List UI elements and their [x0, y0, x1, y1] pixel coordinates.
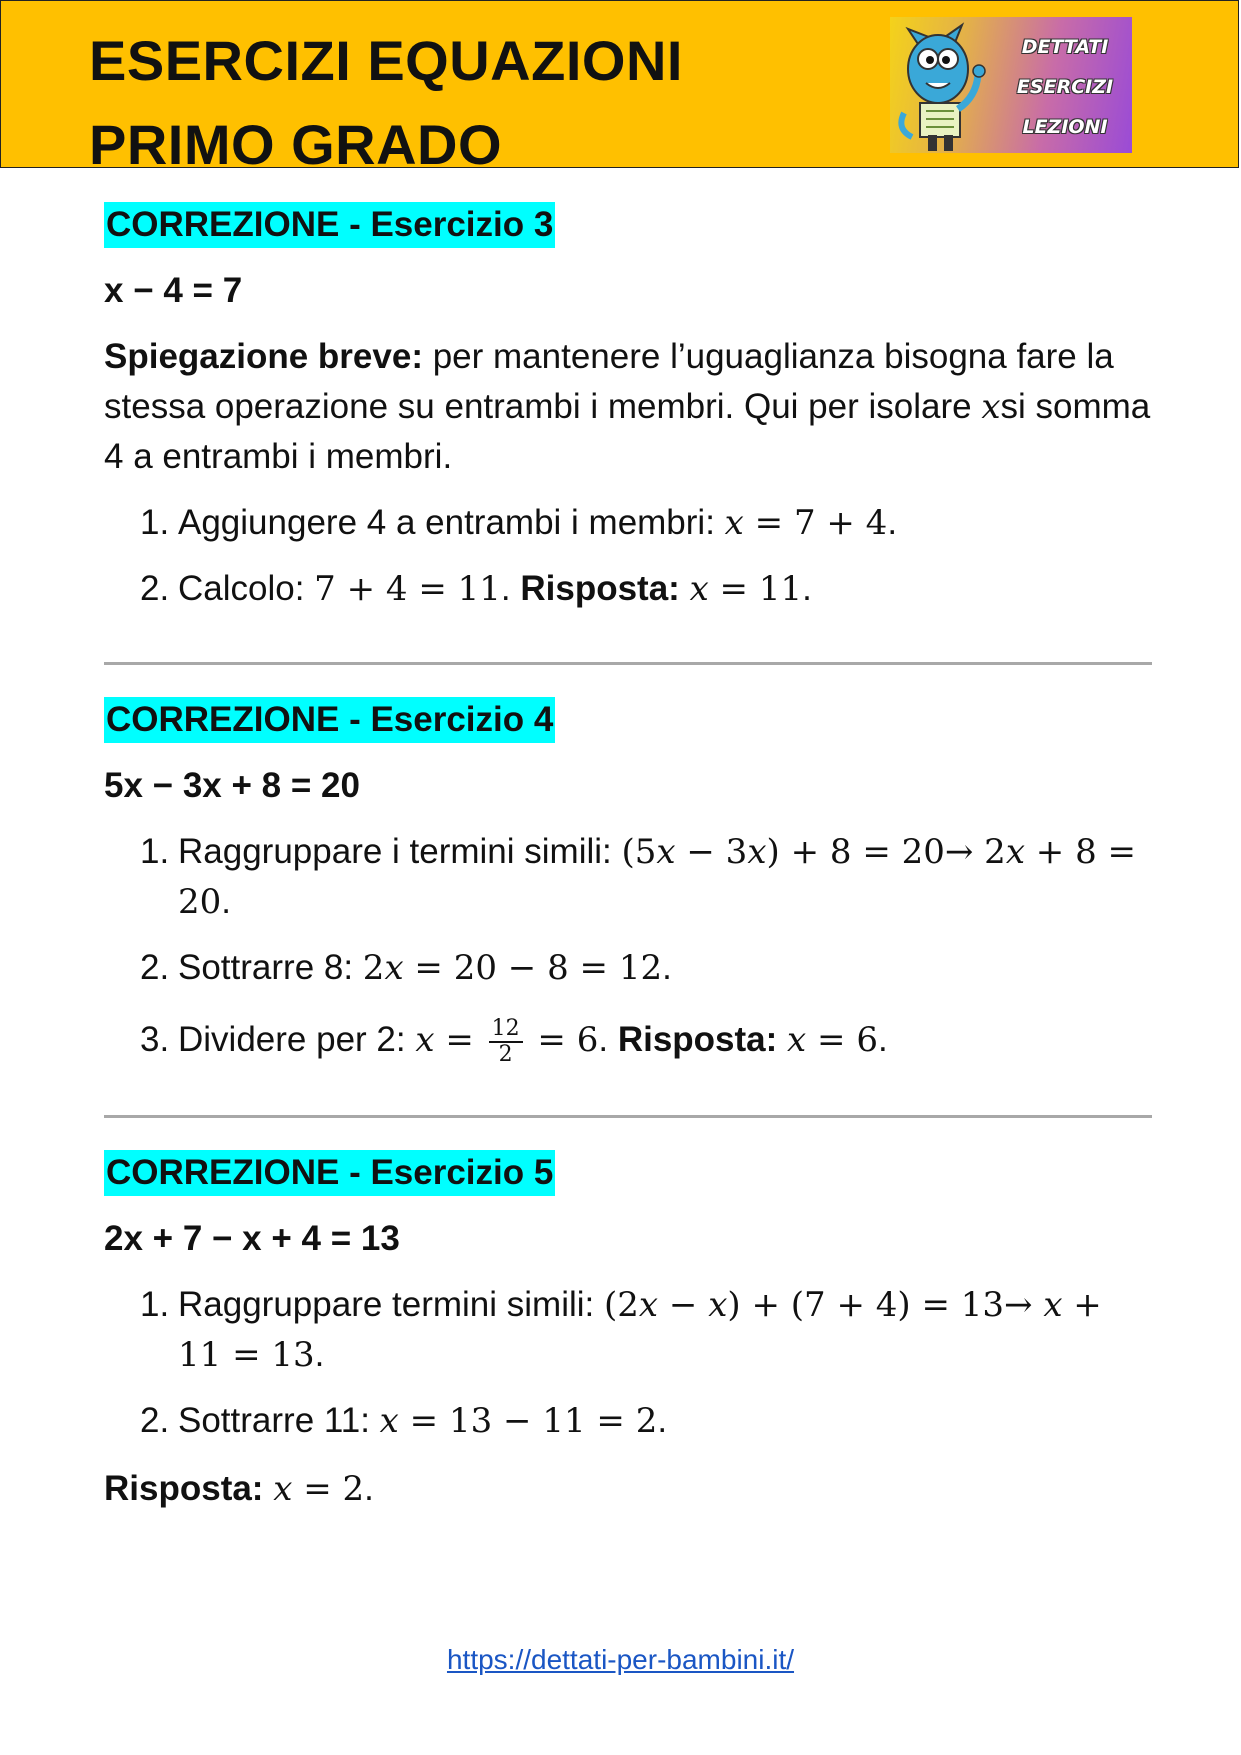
- punctuation: .: [364, 1469, 374, 1508]
- math-variable: x: [384, 948, 404, 988]
- math-expression: + 8 = 20: [178, 832, 1137, 922]
- exercise-equation: x − 4 = 7: [104, 271, 243, 310]
- title-line-2: PRIMO GRADO: [89, 113, 503, 176]
- exercise-equation: 2x + 7 − x + 4 = 13: [104, 1219, 400, 1258]
- math-variable: x: [787, 1020, 807, 1060]
- step-number: 1.: [140, 1285, 170, 1324]
- title-line-1: ESERCIZI EQUAZIONI: [89, 29, 683, 92]
- step-text: Raggruppare i termini simili:: [178, 832, 622, 871]
- step-text: Sottrarre 8:: [178, 948, 363, 987]
- answer-math: [273, 1469, 364, 1509]
- math-variable: x: [638, 1285, 659, 1325]
- logo-word-lezioni: LEZIONI: [1022, 116, 1108, 138]
- math-expression: − 3: [675, 832, 748, 872]
- math-variable: x: [689, 569, 709, 609]
- punctuation: .: [877, 1020, 888, 1059]
- step-item: [104, 1280, 1152, 1380]
- math-expression: = 13 − 11 = 2: [398, 1401, 658, 1441]
- math-expression: = 7 + 4: [743, 503, 888, 543]
- step-text: Dividere per 2:: [178, 1020, 416, 1059]
- section-divider: [104, 1115, 1152, 1118]
- step-number: 2.: [140, 948, 170, 987]
- punctuation: .: [657, 1401, 668, 1440]
- math-expression: = 11: [708, 569, 803, 609]
- math-expression: = 6: [806, 1020, 878, 1060]
- page-title: [89, 19, 683, 187]
- math-variable: x: [273, 1469, 293, 1509]
- steps-list: [104, 1280, 1152, 1446]
- step-item: [104, 827, 1152, 927]
- page-header: [0, 0, 1239, 176]
- step-math: 7 + 4 = 11: [314, 569, 501, 609]
- site-logo: [890, 17, 1132, 153]
- exercise-3-section: [104, 200, 1152, 614]
- explanation-label: Spiegazione breve:: [104, 337, 423, 376]
- math-variable: x: [415, 1020, 435, 1060]
- step-number: 1.: [140, 832, 170, 871]
- punctuation: .: [221, 882, 231, 921]
- step-number: 2.: [140, 1401, 170, 1440]
- punctuation: .: [598, 1020, 618, 1059]
- math-expression: + 11 = 13: [178, 1285, 1102, 1375]
- section-label: CORREZIONE - Esercizio 5: [104, 1150, 555, 1196]
- punctuation: .: [500, 569, 521, 608]
- step-number: 1.: [140, 503, 170, 542]
- step-text: Sottrarre 11:: [178, 1401, 380, 1440]
- math-variable: x: [708, 1285, 728, 1325]
- step-number: 2.: [140, 569, 170, 608]
- page-content: [104, 200, 1152, 1514]
- step-math: [380, 1401, 658, 1441]
- fraction-numerator: 12: [489, 1017, 523, 1043]
- section-label: CORREZIONE - Esercizio 3: [104, 202, 555, 248]
- answer-label: Risposta:: [520, 569, 680, 608]
- math-expression: =: [434, 1020, 485, 1060]
- exercise-5-section: [104, 1148, 1152, 1514]
- math-variable: x: [747, 832, 767, 872]
- math-expression: ) + 8 = 20→ 2: [766, 832, 1006, 872]
- math-expression: (2: [603, 1285, 639, 1325]
- steps-list: [104, 498, 1152, 614]
- math-variable: x: [1005, 832, 1025, 872]
- math-variable: x: [724, 503, 744, 543]
- math-variable: x: [656, 832, 676, 872]
- step-item: [104, 943, 1152, 993]
- page-footer: [0, 1644, 1241, 1676]
- exercise-equation: 5x − 3x + 8 = 20: [104, 766, 360, 805]
- logo-word-dettati: DETTATI: [1021, 36, 1109, 58]
- explanation-text: per mantenere l’uguaglianza bisogna fare la stessa operazione su entrambi i membri. Qui per isolare: [104, 337, 1114, 426]
- step-text: Raggruppare termini simili:: [178, 1285, 604, 1324]
- punctuation: .: [314, 1335, 325, 1374]
- explanation-paragraph: [104, 332, 1152, 482]
- math-expression: = 2: [292, 1469, 365, 1509]
- cat-mascot-icon: [890, 17, 1000, 153]
- step-math: [363, 948, 662, 988]
- steps-list: [104, 827, 1152, 1067]
- punctuation: .: [802, 569, 812, 608]
- fraction-denominator: 2: [498, 1042, 513, 1067]
- final-answer: [104, 1464, 1152, 1514]
- answer-math: [787, 1020, 878, 1060]
- math-expression: = 6: [526, 1020, 599, 1060]
- step-item: [104, 1396, 1152, 1446]
- math-expression: = 20 − 8 = 12: [403, 948, 663, 988]
- answer-label: Risposta:: [617, 1020, 778, 1059]
- step-item: [104, 564, 1152, 614]
- explanation-text-end: si somma 4 a entrambi i membri.: [104, 387, 1151, 476]
- step-math: [725, 503, 888, 543]
- step-item: [104, 498, 1152, 548]
- answer-label: Risposta:: [104, 1469, 264, 1508]
- punctuation: .: [662, 948, 672, 987]
- step-number: 3.: [140, 1020, 170, 1059]
- logo-word-esercizi: ESERCIZI: [1016, 76, 1114, 98]
- math-variable: x: [1043, 1285, 1063, 1325]
- answer-math: [690, 569, 803, 609]
- exercise-4-section: [104, 695, 1152, 1067]
- punctuation: .: [887, 503, 898, 542]
- step-math: [415, 1016, 599, 1067]
- section-label: CORREZIONE - Esercizio 4: [104, 697, 555, 743]
- math-expression: ) + (7 + 4) = 13→: [727, 1285, 1044, 1325]
- step-item: [104, 1015, 1152, 1067]
- math-expression: −: [658, 1285, 709, 1325]
- website-link[interactable]: https://dettati-per-bambini.it/: [446, 1644, 795, 1675]
- math-variable: x: [379, 1401, 399, 1441]
- step-text: Calcolo:: [178, 569, 315, 608]
- math-variable: x: [981, 387, 1001, 427]
- math-expression: (5: [621, 832, 657, 872]
- logo-text: [1002, 27, 1128, 147]
- section-divider: [104, 662, 1152, 665]
- math-expression: 2: [362, 948, 385, 988]
- step-text: Aggiungere 4 a entrambi i membri:: [178, 503, 725, 542]
- fraction: [489, 1017, 523, 1067]
